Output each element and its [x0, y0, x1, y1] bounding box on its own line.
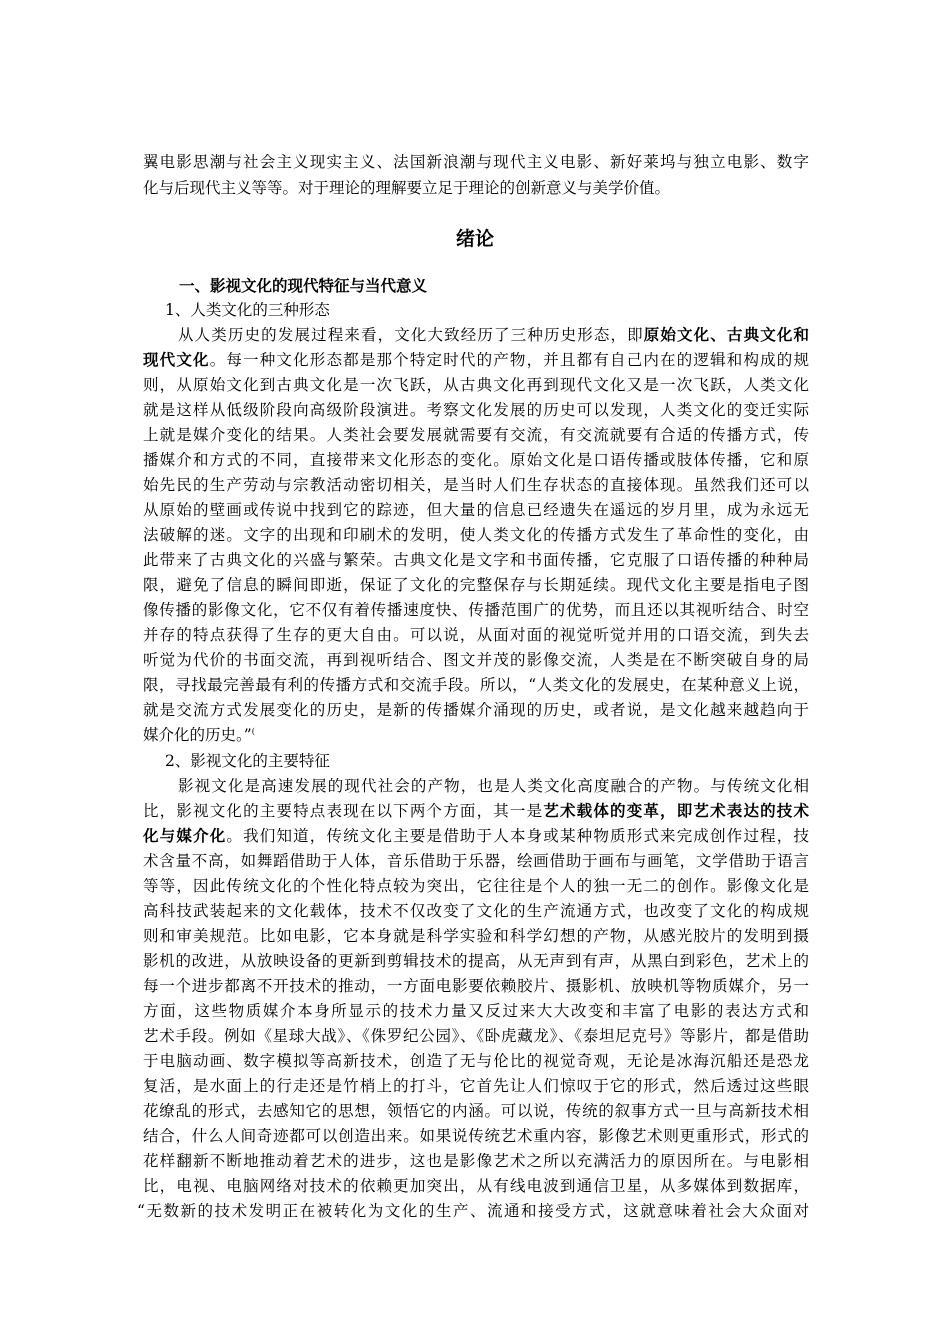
paragraph-1-line: 媒介化的历史。”( [143, 726, 255, 744]
paragraph-2-line: 每一个进步都离不开技术的推动，一方面电影要依赖胶片、摄影机、放映机等物质媒介，另一 [143, 977, 809, 995]
paragraph-2-line: 复活，是水面上的行走还是竹梢上的打斗，它首先让人们惊叹于它的形式，然后透过这些眼 [143, 1077, 809, 1095]
paragraph-1-line: 限，寻找最完善最有利的传播方式和交流手段。所以，“人类文化的发展史，在某种意义上说， [143, 676, 809, 694]
paragraph-1-line: 上就是媒介变化的结果。人类社会要发展就需要有交流，有交流就要有合适的传播方式，传 [143, 426, 809, 444]
paragraph-1-line: 听觉为代价的书面交流，再到视听结合、图文并茂的影像交流，人类是在不断突破自身的局 [143, 651, 809, 669]
subsection-1-title: 1、人类文化的三种形态 [165, 301, 330, 319]
paragraph-2-line: 高科技武装起来的文化载体，技术不仅改变了文化的生产流通方式，也改变了文化的构成规 [143, 902, 809, 920]
paragraph-2-line: “无数新的技术发明正在被转化为文化的生产、流通和接受方式，这就意味着社会大众面对 [137, 1202, 809, 1220]
paragraph-2-line: 花样翻新不断地推动着艺术的进步，这也是影像艺术之所以充满活力的原因所在。与电影相 [143, 1152, 809, 1170]
paragraph-1-line: 始先民的生产劳动与宗教活动密切相关，是当时人们生存状态的直接体现。虽然我们还可以 [143, 476, 809, 494]
paragraph-2-line: 花缭乱的形式，去感知它的思想，领悟它的内涵。可以说，传统的叙事方式一旦与高新技术相 [143, 1102, 809, 1120]
paragraph-2-line: 艺术手段。例如《星球大战》、《侏罗纪公园》、《卧虎藏龙》、《泰坦尼克号》等影片，都是借助 [143, 1027, 809, 1045]
paragraph-2-line: 影视文化是高速发展的现代社会的产物，也是人类文化高度融合的产物。与传统文化相 [178, 777, 809, 795]
paragraph-2-line: 方面，这些物质媒介本身所显示的技术力量又反过来大大改变和丰富了电影的表达方式和 [143, 1002, 809, 1020]
paragraph-1-line: 此带来了古典文化的兴盛与繁荣。古典文化是文字和书面传播，它克服了口语传播的种种局 [143, 551, 809, 569]
paragraph-2-line: 术含量不高，如舞蹈借助于人体，音乐借助于乐器，绘画借助于画布与画笔，文学借助于语言 [143, 852, 809, 870]
chapter-title: 绪论 [455, 228, 494, 250]
paragraph-2-line: 比，电视、电脑网络对技术的依赖更加突出，从有线电波到通信卫星，从多媒体到数据库， [143, 1177, 809, 1195]
paragraph-1-line: 就是交流方式发展变化的历史，是新的传播媒介涌现的历史，或者说，是文化越来越趋向于 [143, 701, 809, 719]
paragraph-1-line: 从人类历史的发展过程来看，文化大致经历了三种历史形态，即原始文化、古典文化和 [178, 325, 809, 344]
paragraph-1-line: 像传播的影像文化，它不仅有着传播速度快、传播范围广的优势，而且还以其视听结合、时空 [143, 601, 809, 619]
intro-line-1: 翼电影思潮与社会主义现实主义、法国新浪潮与现代主义电影、新好莱坞与独立电影、数字 [143, 153, 809, 171]
subsection-2-title: 2、影视文化的主要特征 [165, 752, 330, 770]
paragraph-2-line: 比，影视文化的主要特点表现在以下两个方面，其一是艺术载体的变革，即艺术表达的技术 [143, 801, 809, 820]
paragraph-1-line: 从原始的壁画或传说中找到它的踪迹，但大量的信息已经遗失在遥远的岁月里，成为永远无 [143, 501, 809, 519]
paragraph-1-line: 就是这样从低级阶段向高级阶段演进。考察文化发展的历史可以发现，人类文化的变迁实际 [143, 401, 809, 419]
intro-line-2: 化与后现代主义等等。对于理论的理解要立足于理论的创新意义与美学价值。 [143, 179, 671, 197]
paragraph-1-line: 限，避免了信息的瞬间即逝，保证了文化的完整保存与长期延续。现代文化主要是指电子图 [143, 576, 809, 594]
paragraph-1-line: 法破解的迷。文字的出现和印刷术的发明，使人类文化的传播方式发生了革命性的变化，由 [143, 526, 809, 544]
paragraph-1-line: 并存的特点获得了生存的更大自由。可以说，从面对面的视觉听觉并用的口语交流，到失去 [143, 626, 809, 644]
paragraph-1-line: 则，从原始文化到古典文化是一次飞跃，从古典文化再到现代文化又是一次飞跃，人类文化 [143, 376, 809, 394]
paragraph-2-line: 影机的改进，从放映设备的更新到剪辑技术的提高，从无声到有声，从黑白到彩色，艺术上的 [143, 952, 809, 970]
paragraph-1-line: 现代文化。每一种文化形态都是那个特定时代的产物，并且都有自己内在的逻辑和构成的规 [143, 350, 809, 369]
section-1-title: 一、影视文化的现代特征与当代意义 [179, 276, 428, 295]
paragraph-2-line: 于电脑动画、数字模拟等高新技术，创造了无与伦比的视觉奇观，无论是冰海沉船还是恐龙 [143, 1052, 809, 1070]
paragraph-1-line: 播媒介和方式的不同，直接带来文化形态的变化。原始文化是口语传播或肢体传播，它和原 [143, 451, 809, 469]
footnote-marker: ( [251, 726, 255, 736]
paragraph-2-line: 化与媒介化。我们知道，传统文化主要是借助于人本身或某种物质形式来完成创作过程，技 [143, 826, 809, 845]
paragraph-2-line: 则和审美规范。比如电影，它本身就是科学实验和科学幻想的产物，从感光胶片的发明到摄 [143, 927, 809, 945]
paragraph-2-line: 结合，什么人间奇迹都可以创造出来。如果说传统艺术重内容，影像艺术则更重形式，形式的 [143, 1127, 809, 1145]
paragraph-2-line: 等等，因此传统文化的个性化特点较为突出，它往往是个人的独一无二的创作。影像文化是 [143, 877, 809, 895]
